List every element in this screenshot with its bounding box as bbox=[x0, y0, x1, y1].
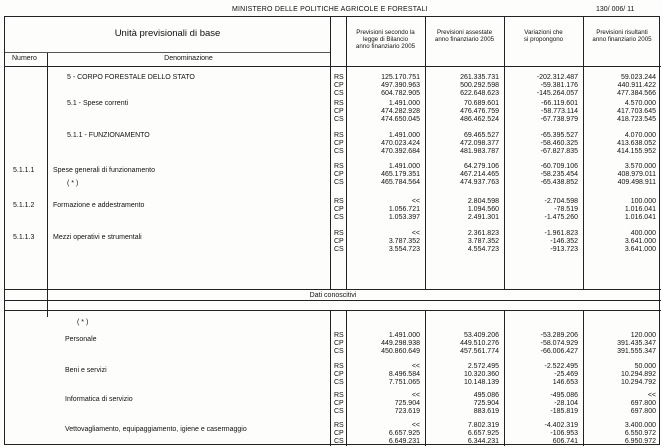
value-legge-bilancio: 725.904 bbox=[394, 400, 420, 407]
value-assestate: 64.279.106 bbox=[463, 163, 499, 170]
row-code: CP bbox=[334, 206, 344, 213]
value-assestate: 7.802.319 bbox=[467, 422, 499, 429]
value-risultanti: 3.641.000 bbox=[624, 246, 656, 253]
upb-denominazione: 5.1.1 - FUNZIONAMENTO bbox=[67, 132, 150, 139]
value-assestate: 883.619 bbox=[473, 408, 499, 415]
value-assestate: 486.462.524 bbox=[460, 116, 499, 123]
value-legge-bilancio: 6.649.231 bbox=[388, 438, 420, 445]
col4-header-1: Previsioni risultanti bbox=[596, 29, 648, 36]
value-assestate: 622.648.623 bbox=[460, 90, 499, 97]
value-variazioni: -58.773.114 bbox=[541, 108, 578, 115]
value-risultanti: 697.800 bbox=[630, 408, 656, 415]
upb-denominazione: 5 - CORPO FORESTALE DELLO STATO bbox=[67, 74, 195, 81]
budget-table bbox=[4, 16, 660, 445]
value-assestate: 495.086 bbox=[473, 392, 499, 399]
value-variazioni: -66.119.601 bbox=[541, 100, 578, 107]
row-code: CS bbox=[334, 116, 344, 123]
row-code: CP bbox=[334, 371, 344, 378]
row-code: RS bbox=[334, 74, 344, 81]
value-legge-bilancio: 470.392.684 bbox=[381, 148, 420, 155]
value-assestate: 3.787.352 bbox=[467, 238, 499, 245]
value-risultanti: 1.016.041 bbox=[624, 214, 656, 221]
value-variazioni: -65.395.527 bbox=[540, 132, 578, 139]
upb-denominazione: Formazione e addestramento bbox=[53, 202, 145, 209]
dati-header-rule bbox=[5, 310, 661, 311]
value-variazioni: -106.953 bbox=[550, 430, 578, 437]
row-code: CS bbox=[334, 408, 344, 415]
value-assestate: 1.094.560 bbox=[467, 206, 499, 213]
code-column-rule bbox=[330, 17, 331, 289]
value-assestate: 53.409.206 bbox=[463, 332, 499, 339]
row-code: CS bbox=[334, 246, 344, 253]
value-variazioni: 146.653 bbox=[552, 379, 578, 386]
numero-column-rule bbox=[47, 52, 48, 317]
value-legge-bilancio: << bbox=[411, 363, 420, 370]
numero-header: Numero bbox=[12, 55, 37, 62]
row-code: RS bbox=[334, 132, 344, 139]
value-variazioni: -145.264.057 bbox=[536, 90, 578, 97]
row-code: CS bbox=[334, 148, 344, 155]
col2-header-2: anno finanziario 2005 bbox=[434, 36, 495, 43]
row-code: RS bbox=[334, 230, 344, 237]
value-risultanti: 59.023.244 bbox=[620, 74, 656, 81]
value-assestate: 6.344.231 bbox=[467, 438, 499, 445]
col2-header-1: Previsioni assestate bbox=[436, 29, 493, 36]
value-legge-bilancio: 8.496.584 bbox=[388, 371, 420, 378]
value-legge-bilancio: 1.491.000 bbox=[388, 332, 420, 339]
value-legge-bilancio: << bbox=[411, 198, 420, 205]
dati-code-rule bbox=[330, 310, 331, 446]
value-risultanti: 391.555.347 bbox=[617, 348, 656, 355]
value-risultanti: 120.000 bbox=[630, 332, 656, 339]
value-variazioni: -913.723 bbox=[550, 246, 578, 253]
value-legge-bilancio: 474.650.045 bbox=[381, 116, 420, 123]
value-variazioni: -4.402.319 bbox=[544, 422, 578, 429]
col3-header-1: Variazioni che bbox=[524, 29, 563, 36]
value-risultanti: 418.723.545 bbox=[617, 116, 656, 123]
value-legge-bilancio: 6.657.925 bbox=[388, 430, 420, 437]
value-risultanti: 100.000 bbox=[630, 198, 656, 205]
upb-number: 5.1.1.1 bbox=[13, 167, 35, 174]
value-assestate: 4.554.723 bbox=[467, 246, 499, 253]
value-risultanti: 440.911.422 bbox=[617, 82, 656, 89]
value-legge-bilancio: 3.554.723 bbox=[388, 246, 420, 253]
value-risultanti: 413.638.052 bbox=[617, 140, 656, 147]
value-risultanti: 3.400.000 bbox=[624, 422, 656, 429]
value-risultanti: 391.435.347 bbox=[617, 340, 656, 347]
row-code: CS bbox=[334, 214, 344, 221]
value-variazioni: -1.475.260 bbox=[544, 214, 578, 221]
value-assestate: 2.491.301 bbox=[467, 214, 499, 221]
col4-header-2: anno finanziario 2005 bbox=[592, 36, 652, 43]
value-variazioni: -146.352 bbox=[550, 238, 578, 245]
value-variazioni: -1.961.823 bbox=[544, 230, 578, 237]
value-assestate: 476.476.759 bbox=[460, 108, 499, 115]
row-code: CP bbox=[334, 340, 344, 347]
value-assestate: 2.361.823 bbox=[467, 230, 499, 237]
value-risultanti: 6.950.972 bbox=[624, 438, 656, 445]
value-variazioni: -28.104 bbox=[554, 400, 578, 407]
value-variazioni: -58.460.325 bbox=[540, 140, 578, 147]
value-risultanti: 4.070.000 bbox=[624, 132, 656, 139]
dati-title-rule bbox=[5, 300, 661, 301]
header-bottom-rule bbox=[5, 66, 661, 67]
row-code: CP bbox=[334, 171, 344, 178]
value-legge-bilancio: 125.170.751 bbox=[381, 74, 420, 81]
row-code: CP bbox=[334, 108, 344, 115]
row-code: CS bbox=[334, 90, 344, 97]
dati-denominazione: Beni e servizi bbox=[65, 367, 107, 374]
col3-header-2: si propongono bbox=[523, 36, 564, 43]
col1-header-3: anno finanziario 2005 bbox=[355, 43, 416, 50]
value-assestate: 10.320.360 bbox=[463, 371, 499, 378]
col1-header-2: legge di Bilancio bbox=[362, 36, 409, 43]
value-risultanti: 408.979.011 bbox=[617, 171, 656, 178]
value-legge-bilancio: << bbox=[411, 422, 420, 429]
row-code: CP bbox=[334, 82, 344, 89]
value-legge-bilancio: 450.860.649 bbox=[381, 348, 420, 355]
denominazione-header: Denominazione bbox=[164, 55, 213, 62]
value-legge-bilancio: 7.751.065 bbox=[388, 379, 420, 386]
value-variazioni: -66.006.427 bbox=[540, 348, 578, 355]
value-variazioni: -65.438.852 bbox=[540, 179, 578, 186]
value-legge-bilancio: 465.784.564 bbox=[381, 179, 420, 186]
value-risultanti: 477.384.566 bbox=[617, 90, 656, 97]
dati-conoscitivi-title: Dati conoscitivi bbox=[309, 292, 357, 299]
section-end-rule bbox=[5, 289, 661, 290]
value-legge-bilancio: 3.787.352 bbox=[388, 238, 420, 245]
value-legge-bilancio: 1.053.397 bbox=[388, 214, 420, 221]
row-code: CS bbox=[334, 179, 344, 186]
value-legge-bilancio: 604.782.905 bbox=[381, 90, 420, 97]
row-code: CS bbox=[334, 379, 344, 386]
upb-note-marker: ( * ) bbox=[67, 180, 79, 187]
row-code: CS bbox=[334, 438, 344, 445]
value-assestate: 725.904 bbox=[473, 400, 499, 407]
table-title: Unità previsionali di base bbox=[114, 28, 221, 39]
value-variazioni: -67.738.979 bbox=[540, 116, 578, 123]
value-legge-bilancio: 1.491.000 bbox=[388, 100, 420, 107]
value-variazioni: -2.704.598 bbox=[544, 198, 578, 205]
value-assestate: 449.510.276 bbox=[460, 340, 499, 347]
value-variazioni: -60.709.106 bbox=[540, 163, 578, 170]
dati-note-marker: ( * ) bbox=[77, 319, 89, 326]
value-assestate: 472.098.377 bbox=[460, 140, 499, 147]
value-risultanti: << bbox=[647, 392, 656, 399]
value-risultanti: 417.703.645 bbox=[617, 108, 656, 115]
value-assestate: 481.983.787 bbox=[460, 148, 499, 155]
upb-denominazione: Spese generali di funzionamento bbox=[53, 167, 155, 174]
value-legge-bilancio: 470.023.424 bbox=[381, 140, 420, 147]
value-legge-bilancio: 1.491.000 bbox=[388, 132, 420, 139]
upb-denominazione: 5.1 - Spese correnti bbox=[67, 100, 129, 107]
row-code: CP bbox=[334, 140, 344, 147]
value-assestate: 70.689.601 bbox=[463, 100, 499, 107]
value-assestate: 457.561.774 bbox=[460, 348, 499, 355]
value-legge-bilancio: 1.491.000 bbox=[388, 163, 420, 170]
row-code: RS bbox=[334, 198, 344, 205]
value-assestate: 467.214.465 bbox=[460, 171, 499, 178]
upb-number: 5.1.1.2 bbox=[13, 202, 35, 209]
value-assestate: 69.465.527 bbox=[463, 132, 499, 139]
value-variazioni: -495.086 bbox=[550, 392, 578, 399]
value-risultanti: 409.498.911 bbox=[617, 179, 656, 186]
value-variazioni: -202.312.487 bbox=[536, 74, 578, 81]
row-code: CS bbox=[334, 348, 344, 355]
value-legge-bilancio: << bbox=[411, 230, 420, 237]
value-variazioni: -2.522.495 bbox=[544, 363, 578, 370]
value-risultanti: 3.570.000 bbox=[624, 163, 656, 170]
value-variazioni: -25.469 bbox=[554, 371, 578, 378]
value-variazioni: -59.381.176 bbox=[540, 82, 578, 89]
value-variazioni: -53.289.206 bbox=[540, 332, 578, 339]
value-variazioni: -185.819 bbox=[550, 408, 578, 415]
value-variazioni: -78.519 bbox=[554, 206, 578, 213]
value-assestate: 6.657.925 bbox=[467, 430, 499, 437]
value-legge-bilancio: 1.056.721 bbox=[388, 206, 420, 213]
row-code: RS bbox=[334, 422, 344, 429]
value-assestate: 500.292.598 bbox=[460, 82, 499, 89]
value-assestate: 2.804.598 bbox=[467, 198, 499, 205]
value-risultanti: 4.570.000 bbox=[624, 100, 656, 107]
row-code: RS bbox=[334, 363, 344, 370]
value-variazioni: 606.741 bbox=[552, 438, 578, 445]
value-legge-bilancio: 449.298.938 bbox=[381, 340, 420, 347]
value-risultanti: 50.000 bbox=[634, 363, 656, 370]
value-variazioni: -67.827.835 bbox=[540, 148, 578, 155]
row-code: CP bbox=[334, 238, 344, 245]
value-variazioni: -58.074.929 bbox=[540, 340, 578, 347]
value-risultanti: 10.294.892 bbox=[620, 371, 656, 378]
value-risultanti: 10.294.792 bbox=[620, 379, 656, 386]
value-legge-bilancio: 474.282.928 bbox=[381, 108, 420, 115]
dati-denominazione: Personale bbox=[65, 336, 97, 343]
value-risultanti: 1.016.041 bbox=[624, 206, 656, 213]
value-legge-bilancio: << bbox=[411, 392, 420, 399]
value-variazioni: -58.235.454 bbox=[540, 171, 578, 178]
value-legge-bilancio: 497.390.963 bbox=[381, 82, 420, 89]
value-assestate: 474.937.763 bbox=[460, 179, 499, 186]
row-code: CP bbox=[334, 400, 344, 407]
value-risultanti: 400.000 bbox=[630, 230, 656, 237]
value-risultanti: 3.641.000 bbox=[624, 238, 656, 245]
row-code: CP bbox=[334, 430, 344, 437]
value-risultanti: 6.550.972 bbox=[624, 430, 656, 437]
dati-denominazione: Vettovagliamento, equipaggiamento, igiene e casermaggio bbox=[65, 426, 247, 433]
page-number: 130/ 006/ 11 bbox=[596, 6, 635, 13]
upb-number: 5.1.1.3 bbox=[13, 234, 35, 241]
value-assestate: 2.572.495 bbox=[467, 363, 499, 370]
upb-denominazione: Mezzi operativi e strumentali bbox=[53, 234, 142, 241]
title-underline bbox=[5, 52, 330, 53]
dati-denominazione: Informatica di servizio bbox=[65, 396, 133, 403]
row-code: RS bbox=[334, 163, 344, 170]
value-legge-bilancio: 465.179.351 bbox=[381, 171, 420, 178]
value-legge-bilancio: 723.619 bbox=[394, 408, 420, 415]
row-code: RS bbox=[334, 332, 344, 339]
col1-header-1: Previsioni secondo la bbox=[356, 29, 415, 36]
row-code: RS bbox=[334, 100, 344, 107]
row-code: RS bbox=[334, 392, 344, 399]
value-assestate: 261.335.731 bbox=[460, 74, 499, 81]
value-assestate: 10.148.139 bbox=[463, 379, 499, 386]
ministry-header: MINISTERO DELLE POLITICHE AGRICOLE E FORESTALI bbox=[232, 6, 428, 13]
value-risultanti: 697.800 bbox=[630, 400, 656, 407]
value-risultanti: 414.155.952 bbox=[617, 148, 656, 155]
